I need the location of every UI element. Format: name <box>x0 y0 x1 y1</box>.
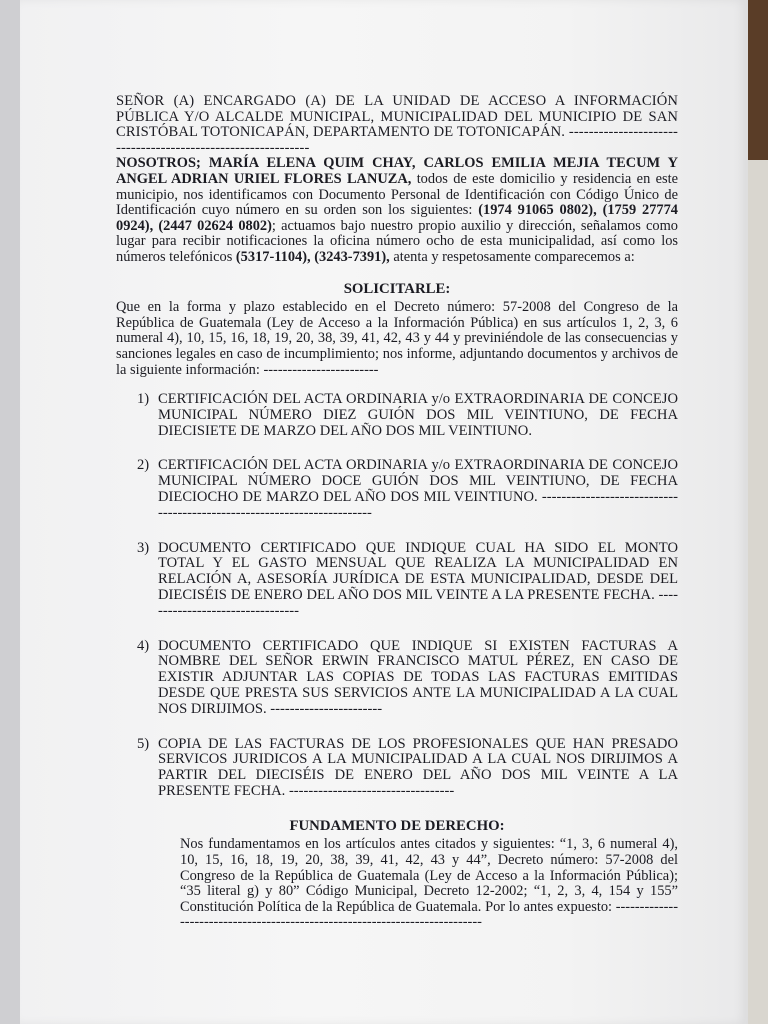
item-text: DOCUMENTO CERTIFICADO QUE INDIQUE SI EXISTEN FACTURAS A NOMBRE DEL SEÑOR ERWIN FRANCISCO MATUL PÉREZ, EN CASO DE EXISTIR ADJUNTAR LAS COPIAS DE TODAS LAS FACTURAS EMITIDAS DESDE QUE PRESTA SUS SERVICIOS ANTE LA MUNICIPALIDAD A LA CUAL NOS DIRIJIMOS. ----------------------- <box>158 637 678 717</box>
requested-items-list <box>116 392 678 800</box>
item-number: 3) <box>137 539 150 556</box>
wood-surface <box>746 0 768 160</box>
petitioners-text-2: ; actuamos bajo nuestro propio auxilio y dirección, señalamos como lugar para recibir notificaciones la oficina número ocho de esta municipalidad, así como los números telefónicos <box>116 217 678 265</box>
item-number: 4) <box>137 637 150 654</box>
list-item <box>116 541 678 620</box>
basis-paragraph: Nos fundamentamos en los artículos antes citados y siguientes: “1, 3, 6 numeral 4), 10, 15, 16, 18, 19, 20, 38, 39, 41, 42, 43 y 44”, Decreto número: 57-2008 del Congreso de la República de Guatemala (Ley de Acceso a la Información Pública); “35 literal g) y 80” Código Municipal, Decreto 12-2002; “1, 2, 3, 4, 154 y 155” Constitución Política de la República de Guatemala. Por lo antes expuesto: ---------------------------------------------------------------------------- <box>180 836 678 931</box>
list-item <box>116 392 678 439</box>
item-text: COPIA DE LAS FACTURAS DE LOS PROFESIONALES QUE HAN PRESADO SERVICOS JURIDICOS A LA MUNICIPALIDAD A LA CUAL NOS DIRIJIMOS A PARTIR DEL DIECISÉIS DE ENERO DEL AÑO DOS MIL VEINTE A LA PRESENTE FECHA. ---------------------------------- <box>158 735 678 800</box>
phone-numbers: (5317-1104), (3243-7391), <box>235 248 390 265</box>
list-item <box>116 458 678 521</box>
item-text: CERTIFICACIÓN DEL ACTA ORDINARIA y/o EXTRAORDINARIA DE CONCEJO MUNICIPAL NÚMERO DIEZ GUIÓN DOS MIL VEINTIUNO, DE FECHA DIECISIETE DE MARZO DEL AÑO DOS MIL VEINTIUNO. <box>158 391 678 439</box>
request-paragraph: Que en la forma y plazo establecido en el Decreto número: 57-2008 del Congreso de la República de Guatemala (Ley de Acceso a la Información Pública) en sus artículos 1, 2, 3, 6 numeral 4), 10, 15, 16, 18, 19, 20, 38, 39, 41, 42, 43 y 44 y previniéndole de las consecuencias y sanciones legales en caso de incumplimiento; nos informe, adjuntando documentos y archivos de la siguiente información: ------------------------ <box>116 299 678 378</box>
item-text: CERTIFICACIÓN DEL ACTA ORDINARIA y/o EXTRAORDINARIA DE CONCEJO MUNICIPAL NÚMERO DOCE GUIÓN DOS MIL VEINTIUNO, DE FECHA DIECIOCHO DE MARZO DEL AÑO DOS MIL VEINTIUNO. ------------------------------------------------------------------------ <box>158 457 678 521</box>
basis-heading: FUNDAMENTO DE DERECHO: <box>289 817 505 834</box>
document-page <box>20 0 748 1024</box>
background-right <box>746 0 768 1024</box>
id-numbers: (1974 91065 0802), (1759 27774 0924), (2447 02624 0802) <box>116 202 678 234</box>
item-number: 5) <box>137 735 150 752</box>
item-number: 1) <box>137 391 150 408</box>
addressee-paragraph: SEÑOR (A) ENCARGADO (A) DE LA UNIDAD DE ACCESO A INFORMACIÓN PÚBLICA Y/O ALCALDE MUNICIPAL, MUNICIPALIDAD DEL MUNICIPIO DE SAN CRISTÓBAL TOTONICAPÁN, DEPARTAMENTO DE TOTONICAPÁN. ------------------------------------------------------------- <box>116 93 678 156</box>
item-number: 2) <box>137 457 150 474</box>
request-heading: SOLICITARLE: <box>343 280 451 297</box>
list-item <box>116 639 678 718</box>
item-text: DOCUMENTO CERTIFICADO QUE INDIQUE CUAL HA SIDO EL MONTO TOTAL Y EL GASTO MENSUAL QUE REALIZA LA MUNICIPALIDAD EN RELACIÓN A, ASESORÍA JURÍDICA DE ESTA MUNICIPALIDAD, DESDE DEL DIECISÉIS DE ENERO DEL AÑO DOS MIL VEINTE A LA PRESENTE FECHA. --------------------------------- <box>158 539 678 619</box>
list-item <box>116 737 678 800</box>
background-left <box>0 0 22 1024</box>
petitioners-names: NOSOTROS; MARÍA ELENA QUIM CHAY, CARLOS EMILIA MEJIA TECUM Y ANGEL ADRIAN URIEL FLORES LANUZA, <box>116 155 678 187</box>
petitioners-text-1: todos de este domicilio y residencia en este municipio, nos identificamos con Documento Personal de Identificación con Código Único de Identificación cuyo número en su orden son los siguientes: <box>116 170 678 219</box>
petitioners-paragraph <box>116 156 678 265</box>
document-body <box>116 94 678 931</box>
petitioners-text-3: atenta y respetosamente comparecemos a: <box>389 248 635 265</box>
